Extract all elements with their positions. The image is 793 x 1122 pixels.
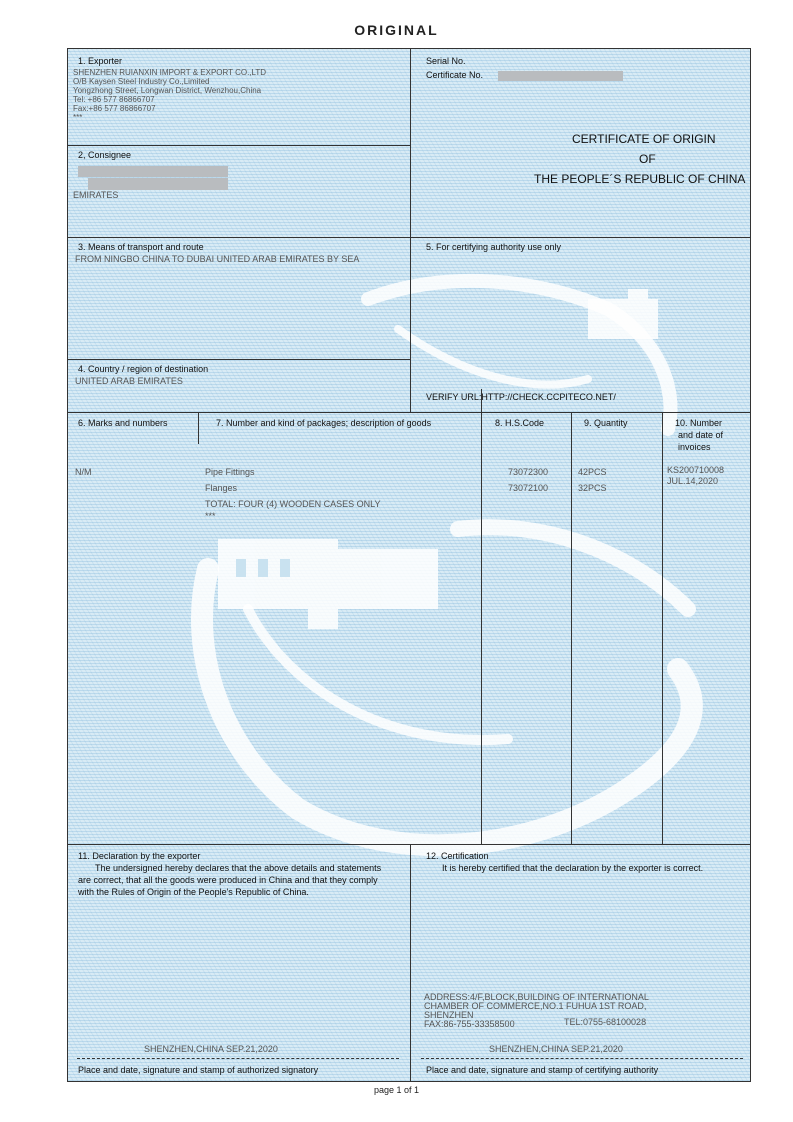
exporter-label: 1. Exporter	[78, 56, 123, 66]
goods-stars: ***	[205, 511, 216, 521]
certification-place-date: SHENZHEN,CHINA SEP.21,2020	[489, 1044, 623, 1054]
document-heading: ORIGINAL	[354, 22, 439, 38]
invoice-number: KS200710008	[667, 465, 725, 475]
certification-footer: Place and date, signature and stamp of certifying authority	[426, 1065, 659, 1075]
declaration-text: with the Rules of Origin of the People's Republic of China.	[78, 887, 309, 897]
exporter-line: Tel: +86 577 86866707	[73, 95, 155, 104]
exporter-line: SHENZHEN RUIANXIN IMPORT & EXPORT CO.,LTD	[73, 68, 267, 77]
goods-hs-code: 73072100	[508, 483, 549, 493]
exporter-line: Yongzhong Street, Longwan District, Wenzhou,China	[73, 86, 262, 95]
quantity-header: 9. Quantity	[584, 418, 628, 428]
certification-address: SHENZHEN	[424, 1010, 474, 1020]
divider-exporter-consignee	[68, 145, 410, 146]
exporter-line: O/B Kaysen Steel Industry Co.,Limited	[73, 77, 210, 86]
page-number: page 1 of 1	[373, 1085, 420, 1095]
title-line-3: THE PEOPLE´S REPUBLIC OF CHINA	[534, 172, 746, 186]
declaration-text: The undersigned hereby declares that the above details and statements	[95, 863, 382, 873]
declaration-label: 11. Declaration by the exporter	[78, 851, 201, 861]
marks-value: N/M	[75, 467, 92, 477]
certification-signature-line	[421, 1058, 743, 1059]
divider-declaration-certification	[410, 844, 411, 1082]
declaration-text: are correct, that all the goods were produced in China and that they comply	[78, 875, 378, 885]
declaration-signature-line	[77, 1058, 399, 1059]
certification-tel: TEL:0755-68100028	[564, 1017, 647, 1027]
declaration-footer: Place and date, signature and stamp of authorized signatory	[78, 1065, 319, 1075]
declaration-place-date: SHENZHEN,CHINA SEP.21,2020	[144, 1044, 278, 1054]
certification-fax: FAX:86-755-33358500	[424, 1019, 515, 1029]
divider-marks-description	[198, 412, 199, 444]
goods-description: Pipe Fittings	[205, 467, 255, 477]
destination-value: UNITED ARAB EMIRATES	[75, 376, 183, 386]
destination-label: 4. Country / region of destination	[78, 364, 209, 374]
authority-label: 5. For certifying authority use only	[426, 242, 562, 252]
consignee-label: 2, Consignee	[78, 150, 132, 160]
invoice-header: invoices	[678, 442, 711, 452]
certificate-form	[67, 48, 751, 1082]
goods-description: Flanges	[205, 483, 238, 493]
consignee-redaction	[88, 178, 228, 190]
divider-quantity-invoice	[662, 412, 663, 844]
serial-no-label: Serial No.	[426, 56, 466, 66]
goods-hs-code: 73072300	[508, 467, 549, 477]
consignee-redaction	[78, 166, 228, 177]
exporter-line: Fax:+86 577 86866707	[73, 104, 156, 113]
divider-goods-header	[68, 412, 751, 413]
divider-description-hs	[481, 389, 482, 844]
invoice-date: JUL.14,2020	[667, 476, 719, 486]
goods-quantity: 42PCS	[578, 467, 607, 477]
title-line-1: CERTIFICATE OF ORIGIN	[572, 132, 716, 146]
divider-consignee-transport	[68, 237, 751, 238]
hs-code-header: 8. H.S.Code	[495, 418, 545, 428]
verify-url: VERIFY URL:HTTP://CHECK.CCPITECO.NET/	[426, 392, 616, 402]
divider-hs-quantity	[571, 412, 572, 844]
goods-quantity: 32PCS	[578, 483, 607, 493]
certification-label: 12. Certification	[426, 851, 489, 861]
certification-address: CHAMBER OF COMMERCE,NO.1 FUHUA 1ST ROAD,	[424, 1001, 647, 1011]
invoice-header: and date of	[678, 430, 724, 440]
invoice-header: 10. Number	[675, 418, 723, 428]
transport-label: 3. Means of transport and route	[78, 242, 204, 252]
divider-transport-destination	[68, 359, 410, 360]
goods-total: TOTAL: FOUR (4) WOODEN CASES ONLY	[205, 499, 381, 509]
transport-value: FROM NINGBO CHINA TO DUBAI UNITED ARAB EMIRATES BY SEA	[75, 254, 360, 264]
certification-address: ADDRESS:4/F,BLOCK,BUILDING OF INTERNATIONAL	[424, 992, 649, 1002]
marks-header: 6. Marks and numbers	[78, 418, 168, 428]
description-header: 7. Number and kind of packages; description of goods	[216, 418, 432, 428]
certificate-no-redaction	[498, 71, 623, 81]
certificate-no-label: Certificate No.	[426, 70, 484, 80]
title-line-2: OF	[639, 152, 656, 166]
consignee-country: EMIRATES	[73, 190, 119, 200]
divider-top-middle	[410, 49, 411, 412]
certification-text: It is hereby certified that the declaration by the exporter is correct.	[442, 863, 704, 873]
exporter-line: ***	[73, 113, 83, 122]
